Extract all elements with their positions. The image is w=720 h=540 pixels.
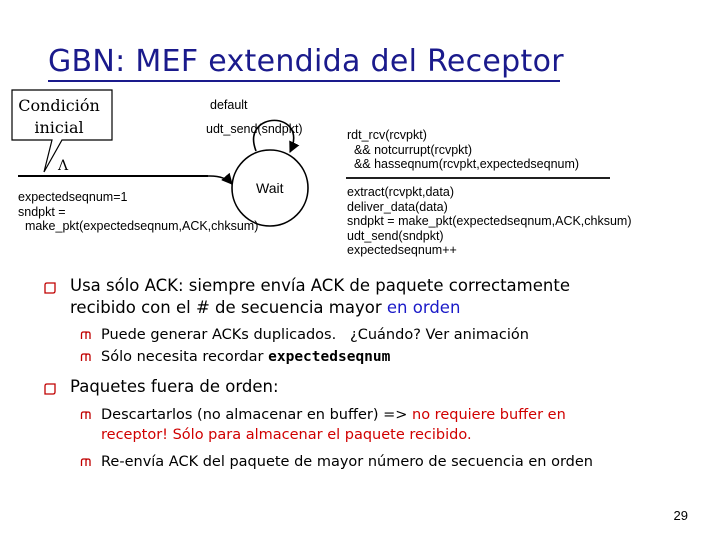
initial-arrow [18,176,232,184]
action-line: expectedseqnum++ [347,243,457,257]
bullet-1 [70,275,710,319]
action-line: sndpkt = make_pkt(expectedseqnum,ACK,chksum) [347,214,632,228]
init-action-line: sndpkt = [18,204,66,219]
right-transition-event [347,128,579,172]
bullet-1-text-c: en orden [386,298,461,317]
sub-2-code: expectedseqnum [268,349,391,365]
page-number: 29 [673,508,688,523]
bullet-1-sub-2 [101,347,390,367]
callout-line-1: Condición [18,96,100,115]
self-loop-event: default [210,98,248,112]
bullet-2: Paquetes fuera de orden: [70,377,279,396]
bullet-2-sub-2: Re-envía ACK del paquete de mayor número de secuencia en orden [101,454,593,470]
sub-3-text-c: receptor! Sólo para almacenar el paquete recibido. [101,427,472,443]
event-line: rdt_rcv(rcvpkt) [347,128,427,142]
bullet-1-text-b: recibido con el # de secuencia mayor [70,298,387,317]
bullet-icon [42,381,58,397]
sub-1-text-b: ¿Cuándo? Ver animación [350,327,529,343]
self-loop-action: udt_send(sndpkt) [206,122,303,136]
sub-3-text-a: Descartarlos (no almacenar en buffer) => [101,407,413,423]
action-line: udt_send(sndpkt) [347,228,444,243]
callout-line-2: inicial [34,118,84,137]
init-action-line: expectedseqnum=1 [18,190,128,204]
callout-label [8,95,110,139]
action-line: extract(rcvpkt,data) [347,185,454,199]
sub-2-text-a: Sólo necesita recordar [101,349,269,365]
sub-bullet-icon [80,410,92,422]
lambda-symbol: Λ [58,158,69,174]
bullet-icon [42,280,58,296]
bullet-1-text-a: Usa sólo ACK: siempre envía ACK de paquete correctamente [70,276,570,295]
event-line: && hasseqnum(rcvpkt,expectedseqnum) [347,157,580,171]
init-action-line: make_pkt(expectedseqnum,ACK,chksum) [18,219,259,233]
right-transition-action [347,185,632,258]
sub-3-text-b: no requiere buffer en [412,407,566,423]
event-line: && notcurrupt(rcvpkt) [347,142,473,157]
sub-bullet-icon [80,330,92,342]
bullet-1-sub-1 [101,325,529,345]
sub-1-text-a: Puede generar ACKs duplicados. [101,327,337,343]
bullet-2-sub-1 [101,405,701,445]
wait-state-label: Wait [256,180,284,196]
initial-action [18,190,258,234]
sub-bullet-icon [80,352,92,364]
sub-bullet-icon [80,457,92,469]
slide-title: GBN: MEF extendida del Receptor [48,44,564,79]
action-line: deliver_data(data) [347,199,448,214]
